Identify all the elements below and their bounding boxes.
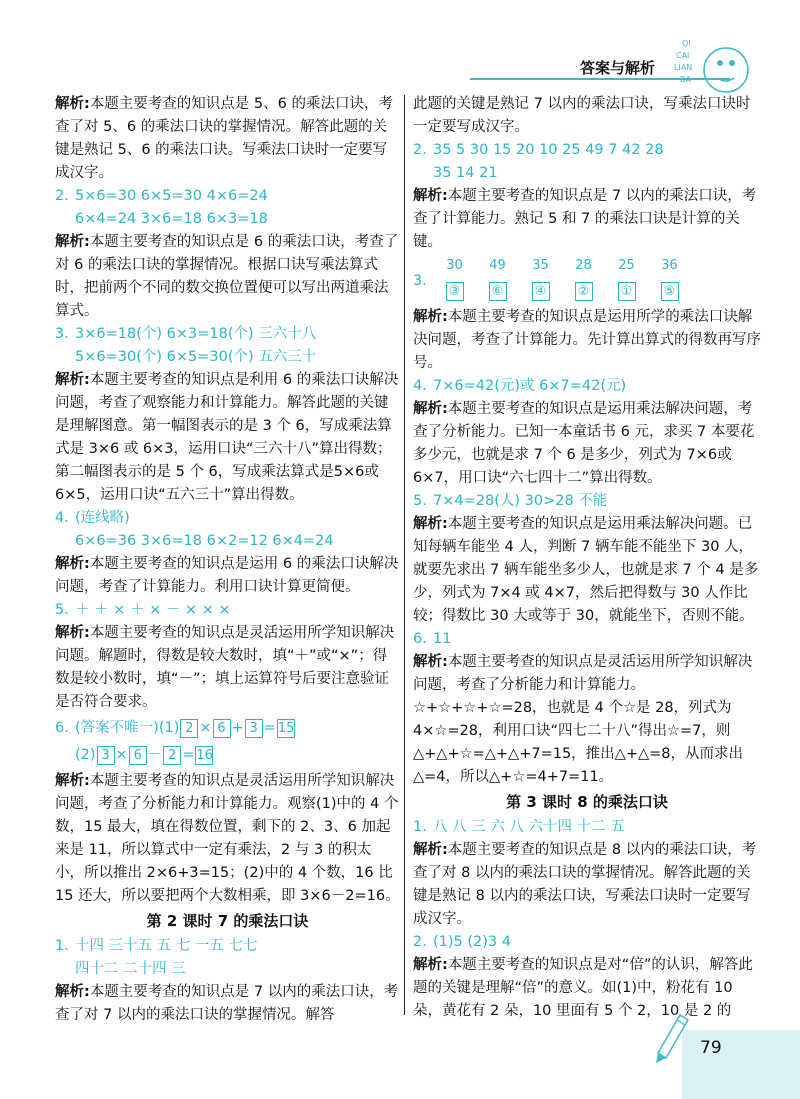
answer-line: 2. 35 5 30 15 20 10 25 49 7 42 28 bbox=[413, 142, 664, 158]
explanation: 解析:本题主要考查的知识点是 5、6 的乘法口诀，考查了对 5、6 的乘法口诀的掌握情况。解答此题的关键是熟记 5、6 的乘法口诀。写乘法口诀时一定要写成汉字。 bbox=[55, 96, 393, 181]
answer-box: 6 bbox=[213, 719, 231, 738]
answer-line: 3. 3×6=18(个) 6×3=18(个) 三六十八 bbox=[55, 326, 317, 342]
answer-line: 4. 7×6=42(元)或 6×7=42(元) bbox=[413, 378, 627, 394]
explanation: 解析:本题主要考查的知识点是灵活运用所学知识解决问题，考查了分析能力和计算能力。观察(1)中的 4 个数，15 最大，填在得数位置，剩下的 2、3、6 加起来是 11，所以算式中一定有乘法，2 与 3 的积太小，所以推出 2×6+3=15；(2)中的 4 个数，16 比 15 还大，所以要把两个大数相乘，即 3×6－2=16。 bbox=[55, 773, 400, 904]
number-row: 30 49 35 28 25 36 bbox=[446, 258, 678, 273]
explanation: 此题的关键是熟记 7 以内的乘法口诀，写乘法口诀时一定要写成汉字。 bbox=[413, 96, 751, 135]
answer-box: 16 bbox=[196, 748, 213, 763]
answer-box: 2 bbox=[163, 746, 181, 765]
explanation: 解析:本题主要考查的知识点是对“倍”的认识，解答此题的关键是理解“倍”的意义。如(1)中，粉花有 10 朵，黄花有 2 朵，10 里面有 5 个 2，10 是 2 的 bbox=[413, 957, 753, 1019]
explanation: 解析:本题主要考查的知识点是灵活运用所学知识解决问题。解题时，得数是较大数时，填“＋”或“×”；得数是较小数时，填“－”；填上运算符号后要注意验证是否符合要求。 bbox=[55, 625, 395, 710]
answer-line: 1. 八 八 三 六 八 六十四 十二 五 bbox=[413, 819, 625, 835]
answer-line: 2. 5×6=30 6×5=30 4×6=24 bbox=[55, 188, 268, 204]
pencil-icon bbox=[650, 1005, 700, 1065]
logo-text-3: LIAN bbox=[674, 63, 693, 72]
answer-box: ① bbox=[618, 282, 636, 301]
box-row bbox=[423, 280, 691, 303]
answer-box: ④ bbox=[532, 282, 550, 301]
answer-line: 6×4=24 3×6=18 6×3=18 bbox=[75, 211, 268, 227]
question-number: 3. bbox=[413, 273, 427, 289]
logo-text-2: CAI bbox=[676, 51, 690, 60]
explanation: 解析:本题主要考查的知识点是运用 6 的乘法口诀解决问题，考查了计算能力。利用口诀计算更简便。 bbox=[55, 556, 399, 595]
section-title: 第 3 课时 8 的乘法口诀 bbox=[506, 793, 668, 811]
logo-text-4: BA bbox=[680, 75, 691, 84]
answer-line: 5×6=30(个) 6×5=30(个) 五六三十 bbox=[75, 349, 317, 365]
answer-line: 6×6=36 3×6=18 6×2=12 6×4=24 bbox=[75, 533, 334, 549]
answer-line: 6. (答案不唯一)(1) 2 × 6 + 3 = 15 bbox=[55, 720, 295, 736]
answer-line: 四十二 二十四 三 bbox=[75, 961, 186, 977]
explanation: 解析:本题主要考查的知识点是运用所学的乘法口诀解决问题，考查了计算能力。先计算出算式的得数再写序号。 bbox=[413, 309, 761, 371]
answer-box: 6 bbox=[129, 746, 147, 765]
answer-line: 5. ＋ ＋ × ＋ × － × × × bbox=[55, 602, 231, 618]
section-title: 第 2 课时 7 的乘法口诀 bbox=[146, 912, 309, 930]
answer-box: 15 bbox=[277, 721, 295, 736]
explanation: 解析:本题主要考查的知识点是灵活运用所学知识解决问题，考查了分析能力和计算能力。☆+☆+☆+☆=28，也就是 4 个☆是 28，列式为 4×☆=28，利用口诀“四七二十八”得出☆=7，则△+△+☆=△+△+7=15，推出△+△=8，从而求出△=4，所以△+☆=4+7=11。 bbox=[413, 654, 753, 785]
answer-box: ③ bbox=[446, 282, 464, 301]
explanation: 解析:本题主要考查的知识点是运用乘法解决问题，考查了分析能力。已知一本童话书 6 元，求买 7 本要花多少元，也就是求 7 个 6 是多少，列式为 7×6或 6×7，用口诀“六七四十二”算出得数。 bbox=[413, 401, 755, 486]
explanation: 解析:本题主要考查的知识点是 6 的乘法口诀，考查了对 6 的乘法口诀的掌握情况。根据口诀写乘法算式时，把前两个不同的数交换位置便可以写出两道乘法算式。 bbox=[55, 234, 399, 319]
left-column bbox=[55, 93, 400, 1027]
column-divider bbox=[404, 95, 405, 1015]
answer-box: 2 bbox=[180, 719, 198, 738]
answer-grid bbox=[413, 258, 761, 306]
explanation: 解析:本题主要考查的知识点是利用 6 的乘法口诀解决问题，考查了观察能力和计算能力。解答此题的关键是理解图意。第一幅图表示的是 3 个 6，写成乘法算式是 3×6 或 6×3，运用口诀“三六十八”算出得数；第二幅图表示的是 5 个 6，写成乘法算式是5×6或 6×5，运用口诀“五六三十”算出得数。 bbox=[55, 372, 399, 503]
answer-box: 3 bbox=[245, 719, 263, 738]
answer-line: 6. 11 bbox=[413, 631, 452, 647]
explanation: 解析:本题主要考查的知识点是 8 以内的乘法口诀，考查了对 8 以内的乘法口诀的掌握情况。解答此题的关键是熟记 8 以内的乘法口诀，写乘法口诀时一定要写成汉字。 bbox=[413, 842, 757, 927]
answer-box: ⑥ bbox=[489, 282, 507, 301]
page-number: 79 bbox=[700, 1038, 722, 1058]
answer-line: 1. 十四 三十五 五 七 一五 七七 bbox=[55, 938, 258, 954]
answer-box: ⑤ bbox=[661, 282, 679, 301]
answer-line: (2) 3 × 6 － 2 = 16 bbox=[75, 747, 213, 763]
explanation: 解析:本题主要考查的知识点是运用乘法解决问题。已知每辆车能坐 4 人，判断 7 辆车能不能坐下 30 人，就要先求出 7 辆车能坐多少人，也就是求 7 个 4 是多少，列式为 7×4 或 4×7，然后把得数与 30 人作比较；得数比 30 大或等于 30，就能坐下，否则不能。 bbox=[413, 516, 759, 624]
answer-line: 35 14 21 bbox=[433, 165, 498, 181]
answer-line: 5. 7×4=28(人) 30>28 不能 bbox=[413, 493, 608, 509]
answer-line: 2. (1)5 (2)3 4 bbox=[413, 934, 511, 950]
logo-text-1: QI bbox=[682, 39, 691, 48]
explanation: 解析:本题主要考查的知识点是 7 以内的乘法口诀，考查了计算能力。熟记 5 和 7 的乘法口诀是计算的关键。 bbox=[413, 188, 757, 250]
answer-box: 3 bbox=[97, 746, 115, 765]
answer-line: 4. (连线略) bbox=[55, 510, 130, 526]
explanation: 解析:本题主要考查的知识点是 7 以内的乘法口诀，考查了对 7 以内的乘法口诀的掌握情况。解答 bbox=[55, 984, 399, 1023]
right-column bbox=[413, 93, 761, 1023]
header-title: 答案与解析 bbox=[580, 59, 656, 77]
answer-box: ② bbox=[575, 282, 593, 301]
